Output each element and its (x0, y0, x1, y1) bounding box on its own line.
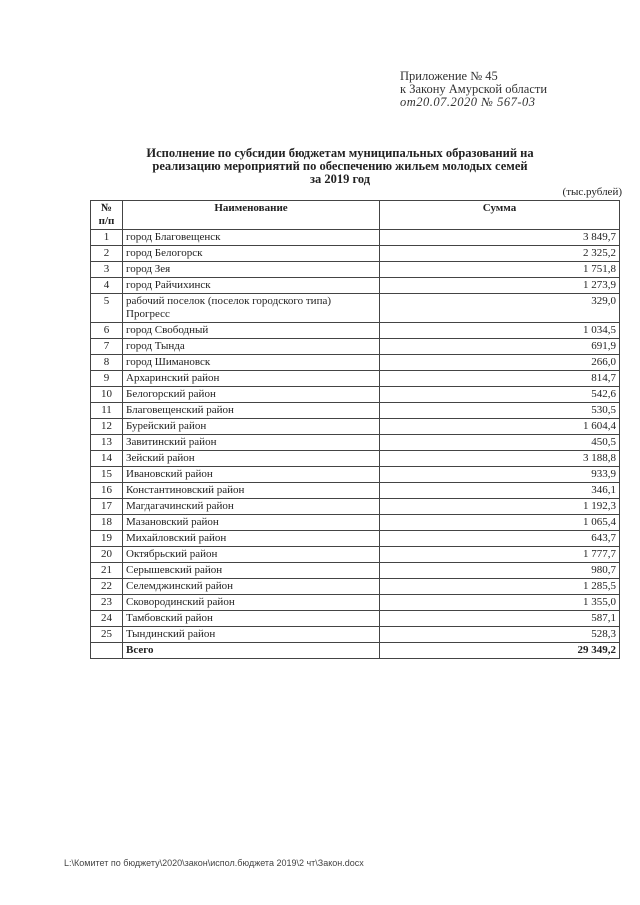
row-num: 16 (91, 483, 123, 499)
table-row (91, 451, 620, 467)
row-sum: 1 285,5 (380, 579, 620, 595)
row-sum: 2 325,2 (380, 246, 620, 262)
table-row (91, 262, 620, 278)
row-num: 10 (91, 387, 123, 403)
row-num: 18 (91, 515, 123, 531)
table-row (91, 323, 620, 339)
row-num: 6 (91, 323, 123, 339)
row-name: Тындинский район (123, 627, 380, 643)
row-num: 2 (91, 246, 123, 262)
row-sum: 266,0 (380, 355, 620, 371)
row-num: 5 (91, 294, 123, 323)
table-row (91, 355, 620, 371)
table-row (91, 230, 620, 246)
header-num-line2: п/п (98, 215, 115, 227)
row-num: 9 (91, 371, 123, 387)
table-row (91, 611, 620, 627)
row-name: город Райчихинск (123, 278, 380, 294)
table-row (91, 371, 620, 387)
row-num: 17 (91, 499, 123, 515)
row-name: Магдагачинский район (123, 499, 380, 515)
total-label: Всего (123, 643, 380, 659)
row-name: Бурейский район (123, 419, 380, 435)
row-sum: 1 273,9 (380, 278, 620, 294)
row-name: Селемджинский район (123, 579, 380, 595)
row-sum: 1 065,4 (380, 515, 620, 531)
row-sum: 980,7 (380, 563, 620, 579)
row-num: 1 (91, 230, 123, 246)
row-sum: 587,1 (380, 611, 620, 627)
file-path-footer: L:\Комитет по бюджету\2020\закон\испол.бюджета 2019\2 чт\Закон.docx (64, 858, 364, 868)
subsidy-table (90, 200, 620, 659)
row-sum: 691,9 (380, 339, 620, 355)
row-sum: 1 034,5 (380, 323, 620, 339)
row-num: 7 (91, 339, 123, 355)
table-row (91, 435, 620, 451)
row-name: Архаринский район (123, 371, 380, 387)
row-num: 13 (91, 435, 123, 451)
title-line-1: Исполнение по субсидии бюджетам муниципальных образований на (146, 146, 534, 160)
table-row (91, 499, 620, 515)
row-num: 12 (91, 419, 123, 435)
table-row (91, 467, 620, 483)
row-name: город Шимановск (123, 355, 380, 371)
row-sum: 542,6 (380, 387, 620, 403)
row-sum: 1 777,7 (380, 547, 620, 563)
row-num: 24 (91, 611, 123, 627)
table-row (91, 563, 620, 579)
row-name: рабочий поселок (поселок городского типа) Прогресс (123, 294, 380, 323)
row-num: 4 (91, 278, 123, 294)
table-body (91, 230, 620, 643)
title-line-3: за 2019 год (309, 172, 371, 186)
row-name: Октябрьский район (123, 547, 380, 563)
total-num-cell (91, 643, 123, 659)
title-line-2: реализацию мероприятий по обеспечению жильем молодых семей (152, 159, 528, 173)
row-name: город Тында (123, 339, 380, 355)
appendix-number: Приложение № 45 (400, 69, 498, 83)
row-name: Сковородинский район (123, 595, 380, 611)
row-sum: 1 355,0 (380, 595, 620, 611)
header-sum: Сумма (380, 201, 620, 230)
units-label: (тыс.рублей) (562, 186, 622, 198)
row-sum: 1 192,3 (380, 499, 620, 515)
table-row (91, 419, 620, 435)
row-num: 21 (91, 563, 123, 579)
row-num: 22 (91, 579, 123, 595)
row-sum: 450,5 (380, 435, 620, 451)
table-row (91, 278, 620, 294)
table-row (91, 627, 620, 643)
table-row (91, 515, 620, 531)
appendix-law: к Закону Амурской области (400, 82, 548, 96)
appendix-date: от20.07.2020 № 567-03 (400, 95, 536, 109)
row-name: город Благовещенск (123, 230, 380, 246)
table-row (91, 547, 620, 563)
table-row (91, 579, 620, 595)
row-name: Ивановский район (123, 467, 380, 483)
row-name: Михайловский район (123, 531, 380, 547)
header-name: Наименование (123, 201, 380, 230)
table-row (91, 403, 620, 419)
row-sum: 3 188,8 (380, 451, 620, 467)
row-name: Зейский район (123, 451, 380, 467)
appendix-note (400, 70, 547, 109)
table-row (91, 595, 620, 611)
row-sum: 530,5 (380, 403, 620, 419)
row-name: город Свободный (123, 323, 380, 339)
row-num: 25 (91, 627, 123, 643)
row-num: 20 (91, 547, 123, 563)
row-sum: 3 849,7 (380, 230, 620, 246)
table-row (91, 483, 620, 499)
header-num (91, 201, 123, 230)
table-row (91, 246, 620, 262)
row-name: Завитинский район (123, 435, 380, 451)
row-sum: 346,1 (380, 483, 620, 499)
row-num: 19 (91, 531, 123, 547)
row-sum: 933,9 (380, 467, 620, 483)
row-name: Тамбовский район (123, 611, 380, 627)
row-name: Константиновский район (123, 483, 380, 499)
row-sum: 1 751,8 (380, 262, 620, 278)
row-num: 3 (91, 262, 123, 278)
row-num: 15 (91, 467, 123, 483)
row-sum: 814,7 (380, 371, 620, 387)
table-row (91, 294, 620, 323)
row-sum: 1 604,4 (380, 419, 620, 435)
row-sum: 528,3 (380, 627, 620, 643)
table-row (91, 387, 620, 403)
row-num: 14 (91, 451, 123, 467)
document-title (60, 147, 620, 186)
row-num: 8 (91, 355, 123, 371)
row-num: 11 (91, 403, 123, 419)
row-sum: 643,7 (380, 531, 620, 547)
row-name: город Белогорск (123, 246, 380, 262)
row-name: город Зея (123, 262, 380, 278)
table-row (91, 339, 620, 355)
row-name: Белогорский район (123, 387, 380, 403)
total-row (91, 643, 620, 659)
row-name: Мазановский район (123, 515, 380, 531)
header-num-line1: № (100, 202, 113, 214)
total-sum: 29 349,2 (380, 643, 620, 659)
table-header-row (91, 201, 620, 230)
row-sum: 329,0 (380, 294, 620, 323)
row-name: Благовещенский район (123, 403, 380, 419)
row-num: 23 (91, 595, 123, 611)
table-row (91, 531, 620, 547)
row-name: Серышевский район (123, 563, 380, 579)
